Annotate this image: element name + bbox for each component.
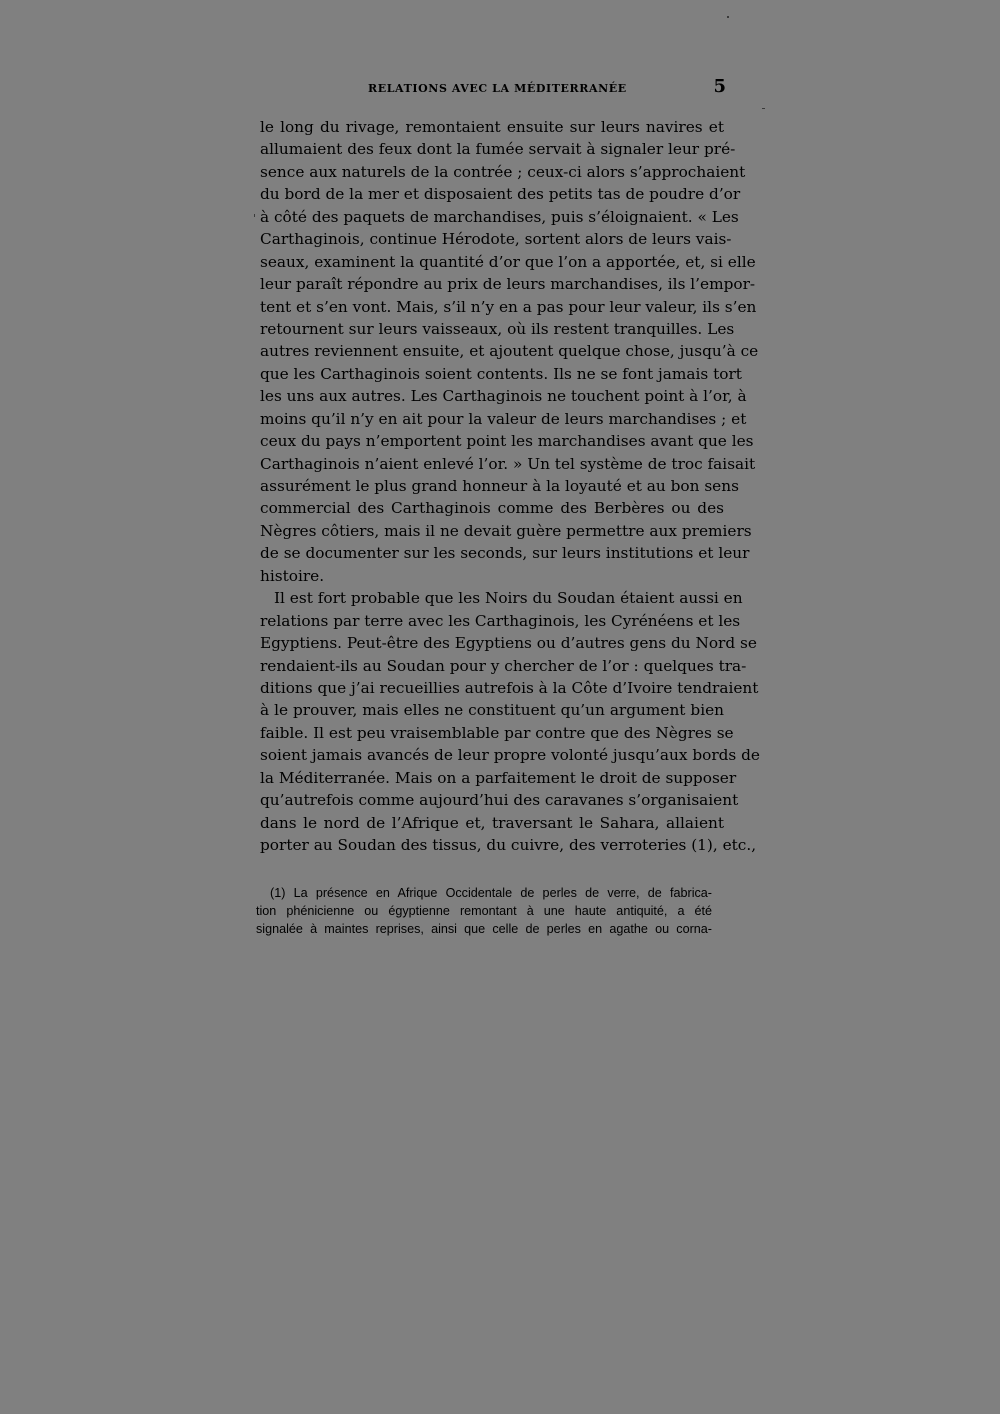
scan-speck	[727, 16, 729, 18]
text-line: soient jamais avancés de leur propre volonté jusqu’aux bords de	[260, 746, 760, 765]
page-number: 5	[713, 76, 726, 97]
text-line: sence aux naturels de la contrée ; ceux-ci alors s’approchaient	[260, 162, 746, 181]
text-line: Carthaginois n’aient enlevé l’or. » Un tel système de troc faisait	[260, 454, 756, 473]
text-line: du bord de la mer et disposaient des petits tas de poudre d’or	[260, 185, 741, 204]
text-line: Egyptiens. Peut-être des Egyptiens ou d’autres gens du Nord se	[260, 634, 757, 653]
text-line: que les Carthaginois soient contents. Ils ne se font jamais tort	[260, 364, 742, 383]
text-line: dans le nord de l’Afrique et, traversant le Sahara, allaient	[260, 813, 724, 832]
text-line: histoire.	[260, 566, 325, 585]
text-line: retournent sur leurs vaisseaux, où ils restent tranquilles. Les	[260, 319, 735, 338]
text-line: assurément le plus grand honneur à la loyauté et au bon sens	[260, 477, 739, 495]
scan-speck	[762, 108, 765, 109]
text-line: ceux du pays n’emportent point les marchandises avant que les	[260, 432, 754, 451]
footnote-line: signalée à maintes reprises, ainsi que celle de perles en agathe ou corna-	[256, 922, 712, 936]
text-line: ditions que j’ai recueillies autrefois à la Côte d’Ivoire tendraient	[260, 678, 759, 697]
text-line: à le prouver, mais elles ne constituent qu’un argument bien	[260, 701, 724, 720]
text-line: porter au Soudan des tissus, du cuivre, des verroteries (1), etc.,	[260, 836, 757, 854]
footnote-line: tion phénicienne ou égyptienne remontant à une haute antiquité, a été	[256, 904, 712, 918]
text-line: faible. Il est peu vraisemblable par contre que des Nègres se	[260, 723, 734, 742]
text-line: rendaient-ils au Soudan pour y chercher de l’or : quelques tra-	[260, 656, 747, 675]
text-line: Il est fort probable que les Noirs du Soudan étaient aussi en	[274, 589, 743, 608]
body-text	[260, 116, 760, 856]
text-line: autres reviennent ensuite, et ajoutent quelque chose, jusqu’à ce	[260, 342, 759, 361]
text-line: qu’autrefois comme aujourd’hui des caravanes s’organisaient	[260, 791, 739, 810]
footnote	[256, 884, 712, 938]
text-line: tent et s’en vont. Mais, s’il n’y en a pas pour leur valeur, ils s’en	[260, 297, 757, 316]
text-line: le long du rivage, remontaient ensuite sur leurs navires et	[260, 118, 724, 136]
text-line: de se documenter sur les seconds, sur leurs institutions et leur	[260, 544, 750, 563]
scan-speck	[254, 214, 255, 217]
text-line: commercial des Carthaginois comme des Berbères ou des	[260, 499, 724, 518]
text-line: relations par terre avec les Carthaginois, les Cyrénéens et les	[260, 611, 741, 630]
text-line: seaux, examinent la quantité d’or que l’on a apportée, et, si elle	[260, 252, 756, 271]
text-line: la Méditerranée. Mais on a parfaitement le droit de supposer	[260, 768, 737, 787]
page-header	[260, 78, 726, 100]
running-title: RELATIONS AVEC LA MÉDITERRANÉE	[368, 82, 627, 95]
text-line: Nègres côtiers, mais il ne devait guère permettre aux premiers	[260, 521, 752, 540]
text-line: Carthaginois, continue Hérodote, sortent alors de leurs vais-	[260, 230, 732, 249]
text-line: les uns aux autres. Les Carthaginois ne touchent point à l’or, à	[260, 387, 747, 406]
text-line: leur paraît répondre au prix de leurs marchandises, ils l’empor-	[260, 275, 756, 294]
footnote-line: (1) La présence en Afrique Occidentale de perles de verre, de fabrica-	[270, 886, 712, 900]
text-line: allumaient des feux dont la fumée servait à signaler leur pré-	[260, 140, 736, 159]
text-line: à côté des paquets de marchandises, puis s’éloignaient. « Les	[260, 207, 739, 226]
text-line: moins qu’il n’y en ait pour la valeur de leurs marchandises ; et	[260, 409, 747, 428]
